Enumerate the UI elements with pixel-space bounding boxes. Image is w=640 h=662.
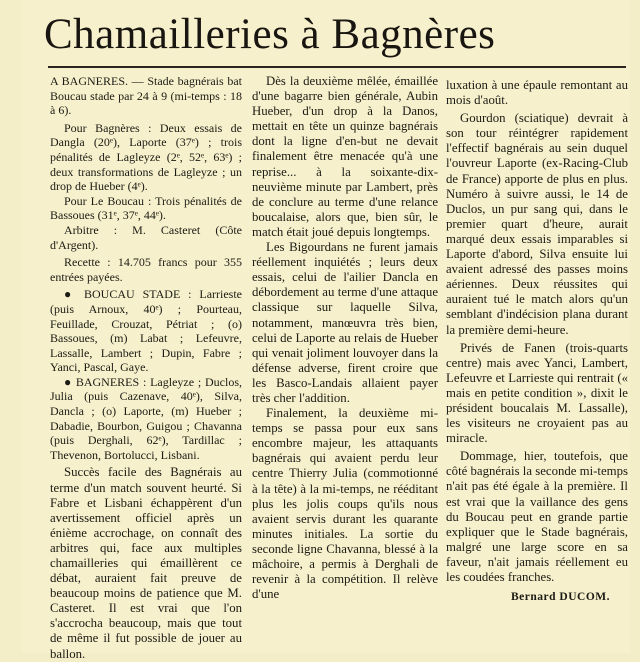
paragraph: Finalement, la deuxième mi-temps se passa pour eux sans encombre majeur, les attaquants bagnérais qui avaient perdu leur centre Thierry Julia (commotionné à la tête) à la mi-temps, ne rééditant plus les jolis coups qu'ils nous avaient servis durant les quarante minutes initiales. La sortie du seconde ligne Chavanna, blessé à la mâchoire, a permis à Derghali de revenir à la compétition. Il relève d'une: [252, 406, 438, 602]
result-line: A BAGNERES. — Stade bagnérais bat Boucau stade par 24 à 9 (mi-temps : 18 à 6).: [50, 74, 242, 118]
column-1: [50, 74, 242, 662]
scorers-boucau: Pour Le Boucau : Trois pénalités de Bassoues (31ᵉ, 37ᵉ, 44ᵉ).: [50, 193, 242, 223]
paragraph: Dommage, hier, toutefois, que côté bagnérais la seconde mi-temps n'ait pas été égale à la première. Il est vrai que la vaillance des gens du Boucau peut en grande partie expliquer que le Stade bagnérais, malgré une large score en sa faveur, n'ait jamais réellement eu les coudées franches.: [446, 449, 628, 584]
paragraph: Privés de Fanen (trois-quarts centre) mais avec Yanci, Lambert, Lefeuvre et Larrieste qui rentrait (« mais en petite condition », dixit le président boucalais M. Lassalle), les visiteurs ne croyaient pas au miracle.: [446, 340, 628, 446]
paragraph: Les Bigourdans ne furent jamais réellement inquiétés ; leurs deux essais, celui de l'ailier Dancla en débordement au terme d'une attaque classique sur laquelle Silva, notamment, manœuvra très bien, celui de Laporte au relais de Hueber qui venait joliment louvoyer dans la défense adverse, firent croire que les Basco-Landais allaient payer très cher l'addition.: [252, 240, 438, 405]
article-title: Chamailleries à Bagnères: [44, 11, 496, 58]
paragraph: luxation à une épaule remontant au mois d'août.: [446, 78, 628, 108]
author-signature: Bernard DUCOM.: [511, 591, 610, 604]
paragraph: Dès la deuxième mêlée, émaillée d'une bagarre bien générale, Aubin Hueber, d'un drop à la Danos, mettait en tête un quinze bagnérais dont la ligne d'en-but ne devait finalement être menacée qu'à une reprise... à la soixante-dix-neuvième minute par Lambert, près de conclure au terme d'une relance boucalaise, alors que, bien sûr, le match était joué depuis longtemps.: [252, 74, 438, 239]
column-3: [446, 78, 628, 605]
scorers-bagneres: Pour Bagnères : Deux essais de Dangla (20ᵉ), Laporte (37ᵉ) ; trois pénalités de Lagleyze (2ᵉ, 52ᵉ, 63ᵉ) ; deux transformations de Lagleyze ; un drop de Hueber (4ᵉ).: [50, 120, 242, 194]
title-rule: [48, 66, 626, 68]
lineup-bagneres: ● BAGNERES : Lagleyze ; Duclos, Julia (puis Cazenave, 40ᵉ), Silva, Dancla ; (o) Laporte, (m) Hueber ; Dabadie, Bourbon, Guigou ; Chavanna (puis Derghali, 62ᵉ), Tardillac ; Thevenon, Bortolucci, Lisbani.: [50, 375, 242, 463]
column-2: [252, 74, 438, 602]
paragraph: Gourdon (sciatique) devrait à son tour réintégrer rapidement l'effectif bagnérais au sein duquel l'ouvreur Laporte (ex-Racing-Club de France) apporte de plus en plus. Numéro à suivre aussi, le 14 de Duclos, un pur sang qui, dans le premier quart d'heure, aurait marqué deux essais imparables si Laporte d'abord, Silva ensuite lui avaient adressé des passes moins aériennes. Deux réussites qui auraient tué le match alors qu'un semblant d'indécision plana durant la première demi-heure.: [446, 111, 628, 337]
paragraph: Succès facile des Bagnérais au terme d'un match souvent heurté. Si Fabre et Lisbani échappèrent d'un avertissement officiel après un énième accrochage, on connaît des arbitres qui, face aux multiples chamailleries qui émaillèrent ce débat, auraient fait preuve de beaucoup moins de patience que M. Casteret. Il est vrai que l'on s'accrocha beaucoup, mais que tout de même il fut possible de jouer au ballon.: [50, 465, 242, 661]
lineup-boucau: ● BOUCAU STADE : Larrieste (puis Arnoux, 40ᵉ) ; Pourteau, Feuillade, Crouzat, Pétriat ; (o) Bassoues, (m) Labat ; Lefeuvre, Lassalle, Lambert ; Dupin, Fabre ; Yanci, Pascal, Gaye.: [50, 287, 242, 375]
receipts: Recette : 14.705 francs pour 355 entrées payées.: [50, 255, 242, 284]
referee: Arbitre : M. Casteret (Côte d'Argent).: [50, 222, 242, 252]
